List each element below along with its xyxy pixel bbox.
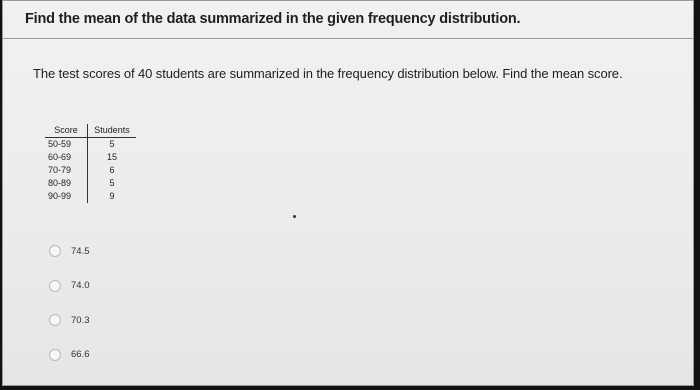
frequency-table — [45, 124, 136, 203]
radio-button[interactable] — [49, 280, 61, 292]
table-row — [45, 138, 136, 152]
option-label: 70.3 — [71, 314, 90, 326]
option-label: 74.0 — [71, 280, 90, 291]
option-label: 74.5 — [71, 245, 90, 257]
students-cell: 15 — [106, 152, 117, 162]
table-row — [45, 151, 136, 164]
radio-button[interactable] — [49, 314, 61, 326]
table-row — [45, 190, 136, 203]
radio-button[interactable] — [49, 245, 61, 257]
stray-dot — [293, 215, 296, 218]
answer-option-c[interactable] — [49, 310, 90, 330]
table-row — [45, 164, 136, 177]
students-cell: 5 — [109, 178, 115, 188]
column-header-score: Score — [45, 124, 88, 138]
answer-option-a[interactable] — [49, 241, 90, 261]
question-panel — [2, 0, 694, 386]
score-cell: 70-79 — [45, 164, 88, 177]
score-cell: 50-59 — [45, 138, 88, 152]
question-prompt: The test scores of 40 students are summarized in the frequency distribution below. Find the mean score. — [33, 66, 623, 81]
students-cell: 6 — [109, 165, 115, 175]
answer-option-d[interactable] — [49, 345, 90, 365]
students-cell: 5 — [109, 139, 115, 149]
question-header — [3, 1, 693, 39]
question-title: Find the mean of the data summarized in the given frequency distribution. — [25, 11, 521, 27]
score-cell: 80-89 — [45, 177, 88, 190]
students-cell: 9 — [109, 191, 115, 201]
column-header-students: Students — [88, 124, 137, 138]
answer-options — [49, 241, 90, 379]
score-cell: 90-99 — [45, 190, 88, 203]
score-cell: 60-69 — [45, 151, 88, 164]
answer-option-b[interactable] — [49, 276, 90, 296]
table-header-row — [45, 124, 136, 138]
table-row — [45, 177, 136, 190]
radio-button[interactable] — [49, 349, 61, 361]
option-label: 66.6 — [71, 349, 90, 360]
